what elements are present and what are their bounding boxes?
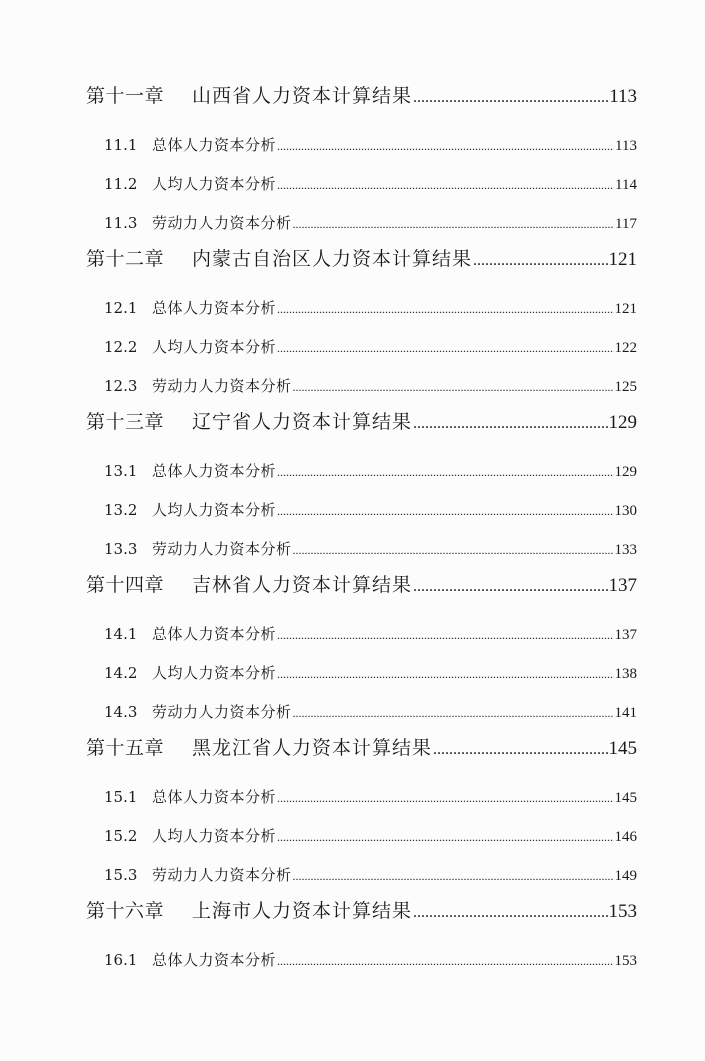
page-number: 146 <box>614 829 637 845</box>
chapter-title: 山西省人力资本计算结果 <box>192 85 413 107</box>
toc-section-entry[interactable] <box>104 297 637 319</box>
chapter-title: 辽宁省人力资本计算结果 <box>192 411 413 433</box>
dot-leader <box>277 178 614 193</box>
section-title: 总体人力资本分析 <box>152 788 277 806</box>
section-number: 11.1 <box>104 136 138 154</box>
dot-leader <box>293 217 615 232</box>
dot-leader <box>277 302 613 317</box>
section-number: 14.3 <box>104 703 138 721</box>
page-number: 137 <box>608 575 637 596</box>
page-number: 153 <box>614 953 637 969</box>
toc-section-entry[interactable] <box>104 375 637 397</box>
dot-leader <box>413 904 607 922</box>
section-number: 12.1 <box>104 299 138 317</box>
toc-chapter-entry[interactable] <box>86 733 637 759</box>
section-title: 劳动力人力资本分析 <box>152 540 292 558</box>
section-title: 总体人力资本分析 <box>152 462 277 480</box>
section-title: 人均人力资本分析 <box>152 664 277 682</box>
dot-leader <box>277 504 613 519</box>
toc-section-entry[interactable] <box>104 662 637 684</box>
chapter-number: 第十二章 <box>86 248 165 270</box>
section-number: 16.1 <box>104 951 138 969</box>
chapter-number: 第十五章 <box>86 737 165 759</box>
page-number: 145 <box>614 790 637 806</box>
dot-leader <box>277 465 613 480</box>
section-title: 劳动力人力资本分析 <box>152 866 292 884</box>
toc-chapter-entry[interactable] <box>86 81 637 107</box>
section-number: 11.3 <box>104 214 138 232</box>
section-number: 14.2 <box>104 664 138 682</box>
toc-section-entry[interactable] <box>104 460 637 482</box>
toc-section-entry[interactable] <box>104 134 637 156</box>
chapter-title: 内蒙古自治区人力资本计算结果 <box>192 248 473 270</box>
section-number: 14.1 <box>104 625 138 643</box>
section-number: 15.1 <box>104 788 138 806</box>
chapter-number: 第十三章 <box>86 411 165 433</box>
page-number: 129 <box>608 412 637 433</box>
dot-leader <box>293 706 614 721</box>
section-number: 13.3 <box>104 540 138 558</box>
section-title: 劳动力人力资本分析 <box>152 703 292 721</box>
page-number: 137 <box>614 627 637 643</box>
dot-leader <box>277 628 613 643</box>
page-number: 145 <box>608 738 637 759</box>
section-title: 总体人力资本分析 <box>152 951 277 969</box>
toc-section-entry[interactable] <box>104 173 637 195</box>
page-number: 113 <box>609 86 637 107</box>
section-title: 人均人力资本分析 <box>152 338 277 356</box>
section-title: 劳动力人力资本分析 <box>152 377 292 395</box>
page-number: 122 <box>614 340 637 356</box>
page-number: 129 <box>614 464 637 480</box>
section-title: 总体人力资本分析 <box>152 299 277 317</box>
page-number: 113 <box>615 138 637 154</box>
page-number: 153 <box>608 901 637 922</box>
toc-section-entry[interactable] <box>104 786 637 808</box>
chapter-title: 黑龙江省人力资本计算结果 <box>192 737 433 759</box>
page-number: 141 <box>614 705 637 721</box>
dot-leader <box>413 578 607 596</box>
page-number: 121 <box>608 249 637 270</box>
dot-leader <box>413 415 607 433</box>
section-number: 13.1 <box>104 462 138 480</box>
toc-section-entry[interactable] <box>104 212 637 234</box>
toc-section-entry[interactable] <box>104 864 637 886</box>
toc-chapter-entry[interactable] <box>86 896 637 922</box>
page-number: 125 <box>614 379 637 395</box>
chapter-title: 上海市人力资本计算结果 <box>192 900 413 922</box>
dot-leader <box>473 252 607 270</box>
chapter-number: 第十六章 <box>86 900 165 922</box>
page-number: 138 <box>614 666 637 682</box>
toc-section-entry[interactable] <box>104 949 637 971</box>
toc-section-entry[interactable] <box>104 701 637 723</box>
page-number: 133 <box>614 542 637 558</box>
section-title: 人均人力资本分析 <box>152 827 277 845</box>
toc-section-entry[interactable] <box>104 499 637 521</box>
section-title: 人均人力资本分析 <box>152 501 277 519</box>
toc-chapter-entry[interactable] <box>86 570 637 596</box>
section-number: 15.3 <box>104 866 138 884</box>
section-title: 人均人力资本分析 <box>152 175 277 193</box>
page-number: 130 <box>614 503 637 519</box>
dot-leader <box>293 869 614 884</box>
toc-section-entry[interactable] <box>104 623 637 645</box>
chapter-number: 第十一章 <box>86 85 165 107</box>
section-number: 13.2 <box>104 501 138 519</box>
section-title: 劳动力人力资本分析 <box>152 214 292 232</box>
dot-leader <box>277 667 613 682</box>
toc-chapter-entry[interactable] <box>86 244 637 270</box>
dot-leader <box>293 543 614 558</box>
dot-leader <box>277 954 613 969</box>
toc-chapter-entry[interactable] <box>86 407 637 433</box>
page-number: 121 <box>614 301 637 317</box>
section-number: 12.2 <box>104 338 138 356</box>
page-number: 114 <box>615 177 637 193</box>
dot-leader <box>277 139 614 154</box>
dot-leader <box>293 380 614 395</box>
toc-section-entry[interactable] <box>104 825 637 847</box>
section-number: 15.2 <box>104 827 138 845</box>
dot-leader <box>413 89 608 107</box>
page-number: 149 <box>614 868 637 884</box>
dot-leader <box>433 741 607 759</box>
section-title: 总体人力资本分析 <box>152 136 277 154</box>
page-number: 117 <box>615 216 637 232</box>
section-number: 11.2 <box>104 175 138 193</box>
toc-section-entry[interactable] <box>104 336 637 358</box>
dot-leader <box>277 830 613 845</box>
section-number: 12.3 <box>104 377 138 395</box>
dot-leader <box>277 791 613 806</box>
toc-section-entry[interactable] <box>104 538 637 560</box>
chapter-number: 第十四章 <box>86 574 165 596</box>
chapter-title: 吉林省人力资本计算结果 <box>192 574 413 596</box>
section-title: 总体人力资本分析 <box>152 625 277 643</box>
dot-leader <box>277 341 613 356</box>
